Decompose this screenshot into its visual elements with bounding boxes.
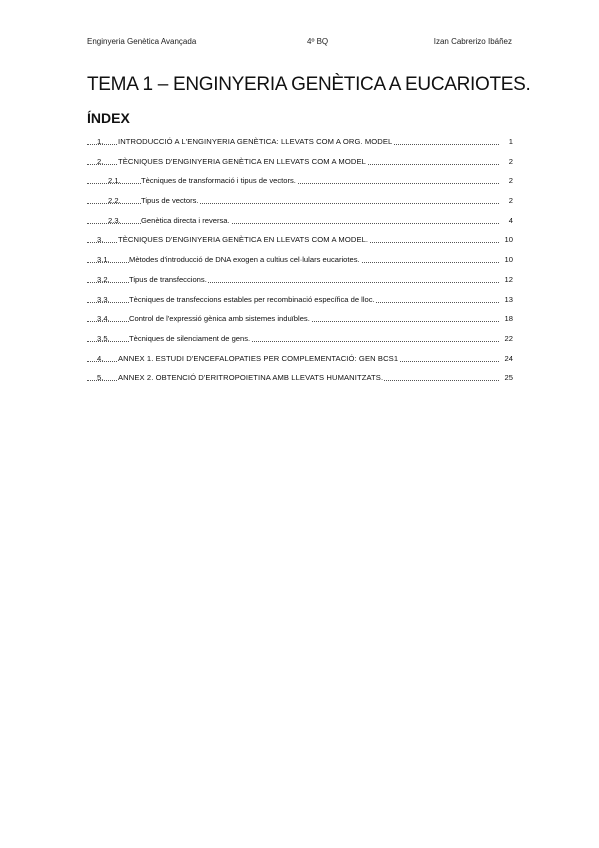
toc-entry-title: TÈCNIQUES D'ENGINYERIA GENÈTICA EN LLEVATS COM A MODEL. [118,235,369,245]
toc-entry-title: INTRODUCCIÓ A L'ENGINYERIA GENÈTICA: LLEVATS COM A ORG. MODEL [118,137,393,146]
toc-entry-number: 3.2. [97,274,110,284]
toc-entry[interactable] [87,368,513,382]
toc-entry-title: Tipus de vectors. [141,196,199,206]
header-course: Enginyeria Genètica Avançada [87,37,197,46]
toc-entry-page: 12 [504,274,513,284]
toc-entry-title: Control de l'expressió gènica amb sistemes induïbles. [129,314,310,324]
toc-entry-title: Tècniques de transfeccions estables per recombinació específica de lloc. [129,294,375,304]
toc-entry-page: 22 [504,333,513,343]
toc-entry-title: Mètodes d'introducció de DNA exogen a cultius cel·lulars eucariotes. [129,255,360,265]
toc-entry[interactable] [87,132,513,146]
toc-entry-title: Tècniques de silenciament de gens. [129,333,251,343]
toc-entry[interactable] [87,152,513,166]
toc-entry-page: 10 [504,235,513,245]
toc-entry-number: 5. [97,373,104,383]
toc-entry[interactable] [87,250,513,264]
toc-entry[interactable] [87,171,513,185]
toc-entry-page: 1 [508,137,513,146]
header-author: Izan Cabrerizo Ibáñez [433,37,512,46]
table-of-contents [87,132,513,388]
toc-entry-number: 3.1. [97,255,110,265]
toc-entry-page: 4 [508,215,513,225]
toc-entry[interactable] [87,191,513,205]
toc-entry-page: 2 [508,176,513,186]
toc-entry-number: 2. [97,156,104,166]
toc-entry-title: ANNEX 1. ESTUDI D'ENCEFALOPATIES PER COMPLEMENTACIÓ: GEN BCS1 [118,353,399,363]
header-group: 4º BQ [307,37,329,46]
toc-entry-title: TÈCNIQUES D'ENGINYERIA GENÈTICA EN LLEVATS COM A MODEL [118,156,366,166]
toc-entry-page: 18 [504,314,513,324]
toc-entry-number: 3.5. [97,333,110,343]
toc-entry-title: ANNEX 2. OBTENCIÓ D'ERITROPOIETINA AMB LLEVATS HUMANITZATS. [118,373,384,383]
toc-entry-number: 3. [97,235,104,245]
index-heading: ÍNDEX [87,110,130,126]
page-header [87,37,512,49]
toc-entry-page: 2 [508,156,513,166]
toc-entry-number: 3.4. [97,314,110,324]
toc-entry-title: Genètica directa i reversa. [141,215,230,225]
toc-entry-page: 25 [504,373,513,383]
toc-entry-number: 4. [97,353,104,363]
toc-entry[interactable] [87,290,513,304]
document-title: TEMA 1 – ENGINYERIA GENÈTICA A EUCARIOTES. [87,74,531,95]
toc-entry-number: 1. [97,137,104,146]
toc-entry-page: 24 [504,353,513,363]
toc-entry-number: 2.3. [108,215,121,225]
toc-entry[interactable] [87,309,513,323]
toc-entry-page: 10 [504,255,513,265]
toc-entry-number: 3.3. [97,294,110,304]
toc-entry[interactable] [87,211,513,225]
toc-entry-title: Tipus de transfeccions. [129,274,207,284]
toc-entry[interactable] [87,349,513,363]
toc-entry-page: 13 [504,294,513,304]
toc-entry-number: 2.2. [108,196,121,206]
toc-entry-title: Tècniques de transformació i tipus de vectors. [141,176,296,186]
toc-entry[interactable] [87,230,513,244]
toc-entry-number: 2.1. [108,176,121,186]
toc-entry[interactable] [87,270,513,284]
toc-entry[interactable] [87,329,513,343]
toc-entry-page: 2 [508,196,513,206]
